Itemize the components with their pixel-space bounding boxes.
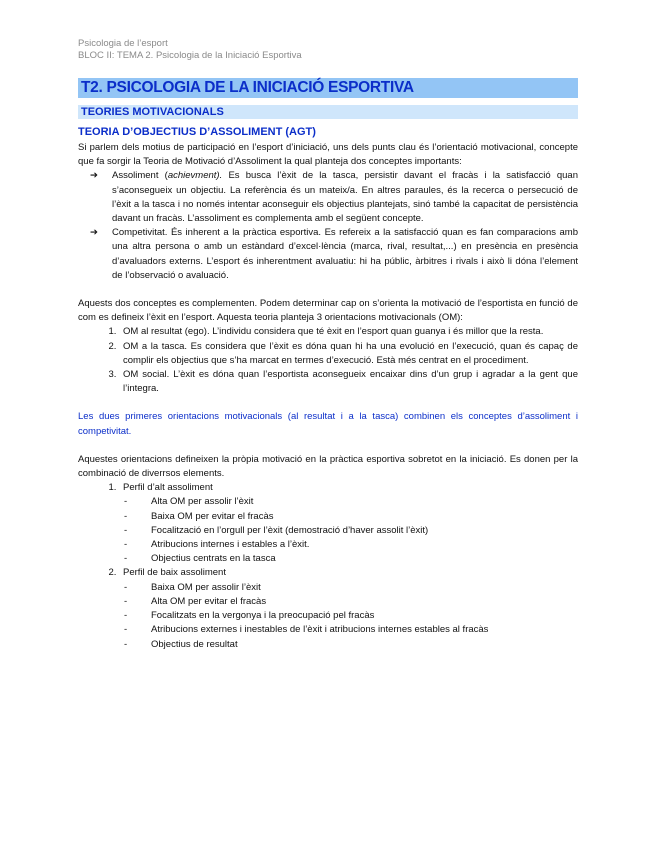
concept-list — [78, 169, 578, 283]
dash-icon: - — [124, 510, 128, 522]
dash-icon: - — [124, 553, 128, 565]
list-item: 1. OM al resultat (ego). L’individu considera que té èxit en l’esport quan guanya i és millor que la resta. — [119, 325, 578, 339]
list-item: - Atribucions externes i inestables de l’èxit i atribucions internes estables al fracàs — [151, 623, 578, 637]
list-item: - Alta OM per evitar el fracàs — [151, 595, 578, 609]
running-header-chapter: BLOC II: TEMA 2. Psicologia de la Iniciació Esportiva — [78, 50, 302, 61]
intro-paragraph: Si parlem dels motius de participació en l’esport d’iniciació, uns dels punts clau és l’orientació motivacional, concepte que fa sorgir la Teoria de Motivació d’Assoliment la qual planteja dos conceptes importants: — [78, 142, 578, 168]
list-item: - Objectius de resultat — [151, 638, 578, 652]
dash-icon: - — [124, 539, 128, 551]
highlight-paragraph: Les dues primeres orientacions motivacionals (al resultat i a la tasca) combinen els conceptes d’assoliment i competivitat. — [78, 411, 578, 437]
dash-icon: - — [124, 610, 128, 622]
profile-list — [78, 481, 578, 651]
dash-icon: - — [124, 581, 128, 593]
profile-high: 1. Perfil d’alt assoliment - Alta OM per assolir l’èxit - Baixa OM per evitar el fracàs - Focalització en l’orgull per l’èxit (demostració d’haver assolit l’èxit) - Atribucions internes i estables a l’èxit. - Objectius centrats en la tasca — [119, 481, 578, 566]
dash-icon: - — [124, 496, 128, 508]
dash-icon: - — [124, 624, 128, 636]
list-item: 3. OM social. L’èxit es dóna quan l’esportista aconsegueix encaixar dins d’un grup i agradar a la gent que l’integra. — [119, 368, 578, 396]
paragraph-profiles-intro: Aquestes orientacions defineixen la pròpia motivació en la pràctica esportiva sobretot en la iniciació. Es donen per la combinació de diverrsos elements. — [78, 453, 578, 480]
subsection-heading: TEORIA D’OBJECTIUS D’ASSOLIMENT (AGT) — [78, 126, 316, 138]
dash-icon: - — [124, 595, 128, 607]
list-item: - Atribucions internes i estables a l’èxit. — [151, 538, 578, 552]
orientation-list — [78, 325, 578, 396]
list-item: - Baixa OM per evitar el fracàs — [151, 510, 578, 524]
document-title: T2. PSICOLOGIA DE LA INICIACIÓ ESPORTIVA — [78, 78, 578, 98]
list-item: - Alta OM per assolir l’èxit — [151, 495, 578, 509]
list-item: - Objectius centrats en la tasca — [151, 552, 578, 566]
arrow-icon: ➔ — [90, 170, 98, 182]
list-item: 2. OM a la tasca. Es considera que l’èxit es dóna quan hi ha una evolució en l’execució, quan és capaç de complir els objectius que s’ha marcat en termes d’execució. Està més centrat en el procediment. — [119, 340, 578, 368]
section-heading: TEORIES MOTIVACIONALS — [78, 105, 578, 119]
running-header-course: Psicologia de l’esport — [78, 38, 168, 49]
dash-icon: - — [124, 638, 128, 650]
arrow-icon: ➔ — [90, 227, 98, 239]
profile-low: 2. Perfil de baix assoliment - Baixa OM per assolir l’èxit - Alta OM per evitar el fracàs - Focalitzats en la vergonya i la preocupació pel fracàs - Atribucions externes i inestables de l’èxit i atribucions internes estables al fracàs - Objectius de resultat — [119, 566, 578, 651]
concept-item-assoliment: ➔ Assoliment (achievment). Es busca l’èxit de la tasca, persistir davant el fracàs i la satisfacció quan s’aconsegueix un objectiu. La referència és un mateix/a. En altres paraules, és la recerca o persecució de l’èxit a la tasca i no només intentar aconseguir els objectius plantejats, sinó també la capacitat de persistència davant un fracàs. L’assoliment es complementa amb el següent concepte. — [90, 170, 579, 225]
concept-item-competivitat: ➔ Competivitat. És inherent a la pràctica esportiva. Es refereix a la satisfacció quan es fan comparacions amb una altra persona o amb un estàndard d’excel·lència (marca, rival, resultat,...) en presència en presència d’avaluadors externs. L’esport és inherentment avaluatiu: hi ha públic, àrbitres i rivals i això li dóna l’element de l’observació o avaluació. — [90, 227, 578, 281]
document-page — [78, 38, 578, 652]
paragraph-orientations-intro: Aquests dos conceptes es complementen. Podem determinar cap on s’orienta la motivació de l’esportista en funció de com es defineix l’èxit en l’esport. Aquesta teoria planteja 3 orientacions motivacionals (OM): — [78, 298, 578, 324]
list-item: - Focalitzats en la vergonya i la preocupació pel fracàs — [151, 609, 578, 623]
list-item: - Baixa OM per assolir l’èxit — [151, 581, 578, 595]
dash-icon: - — [124, 524, 128, 536]
list-item: - Focalització en l’orgull per l’èxit (demostració d’haver assolit l’èxit) — [151, 524, 578, 538]
